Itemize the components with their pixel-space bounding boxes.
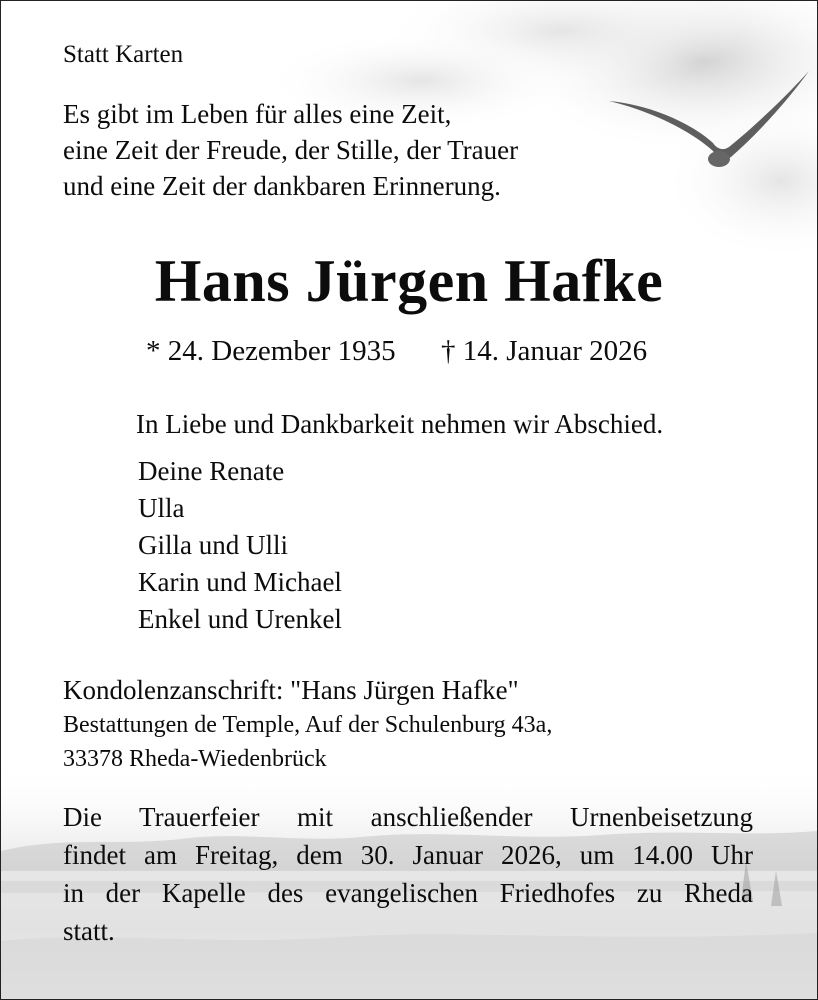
ceremony-line: in der Kapelle des evangelischen Friedhofes zu Rheda [63,878,753,908]
poem [63,101,518,209]
address-line: 33378 Rheda-Wiedenbrück [63,746,327,772]
ceremony-line: findet am Freitag, dem 30. Januar 2026, um 14.00 Uhr [63,840,753,870]
mourner-name: Enkel und Urenkel [138,604,342,634]
farewell-text: In Liebe und Dankbarkeit nehmen wir Abschied. [136,409,664,439]
condolence-address [63,713,552,781]
ceremony-line: statt. [63,916,115,946]
poem-line: und eine Zeit der dankbaren Erinnerung. [63,171,501,201]
mourner-name: Ulla [138,493,185,523]
mourner-name: Karin und Michael [138,567,342,597]
condolence-address-label: Kondolenzanschrift: "Hans Jürgen Hafke" [63,675,519,705]
deceased-name: Hans Jürgen Hafke [154,248,664,314]
ceremony-line: Die Trauerfeier mit anschließender Urnenbeisetzung [63,802,753,832]
poem-line: eine Zeit der Freude, der Stille, der Trauer [63,135,519,165]
mourner-name: Gilla und Ulli [138,530,288,560]
ceremony-details [63,804,753,956]
statt-karten-heading: Statt Karten [63,41,184,68]
mourner-name: Deine Renate [138,456,285,486]
death-date: † 14. Januar 2026 [441,335,648,367]
birth-date: * 24. Dezember 1935 [146,335,396,367]
poem-line: Es gibt im Leben für alles eine Zeit, [63,99,452,129]
mourners-list [138,458,342,643]
address-line: Bestattungen de Temple, Auf der Schulenburg 43a, [63,712,553,738]
